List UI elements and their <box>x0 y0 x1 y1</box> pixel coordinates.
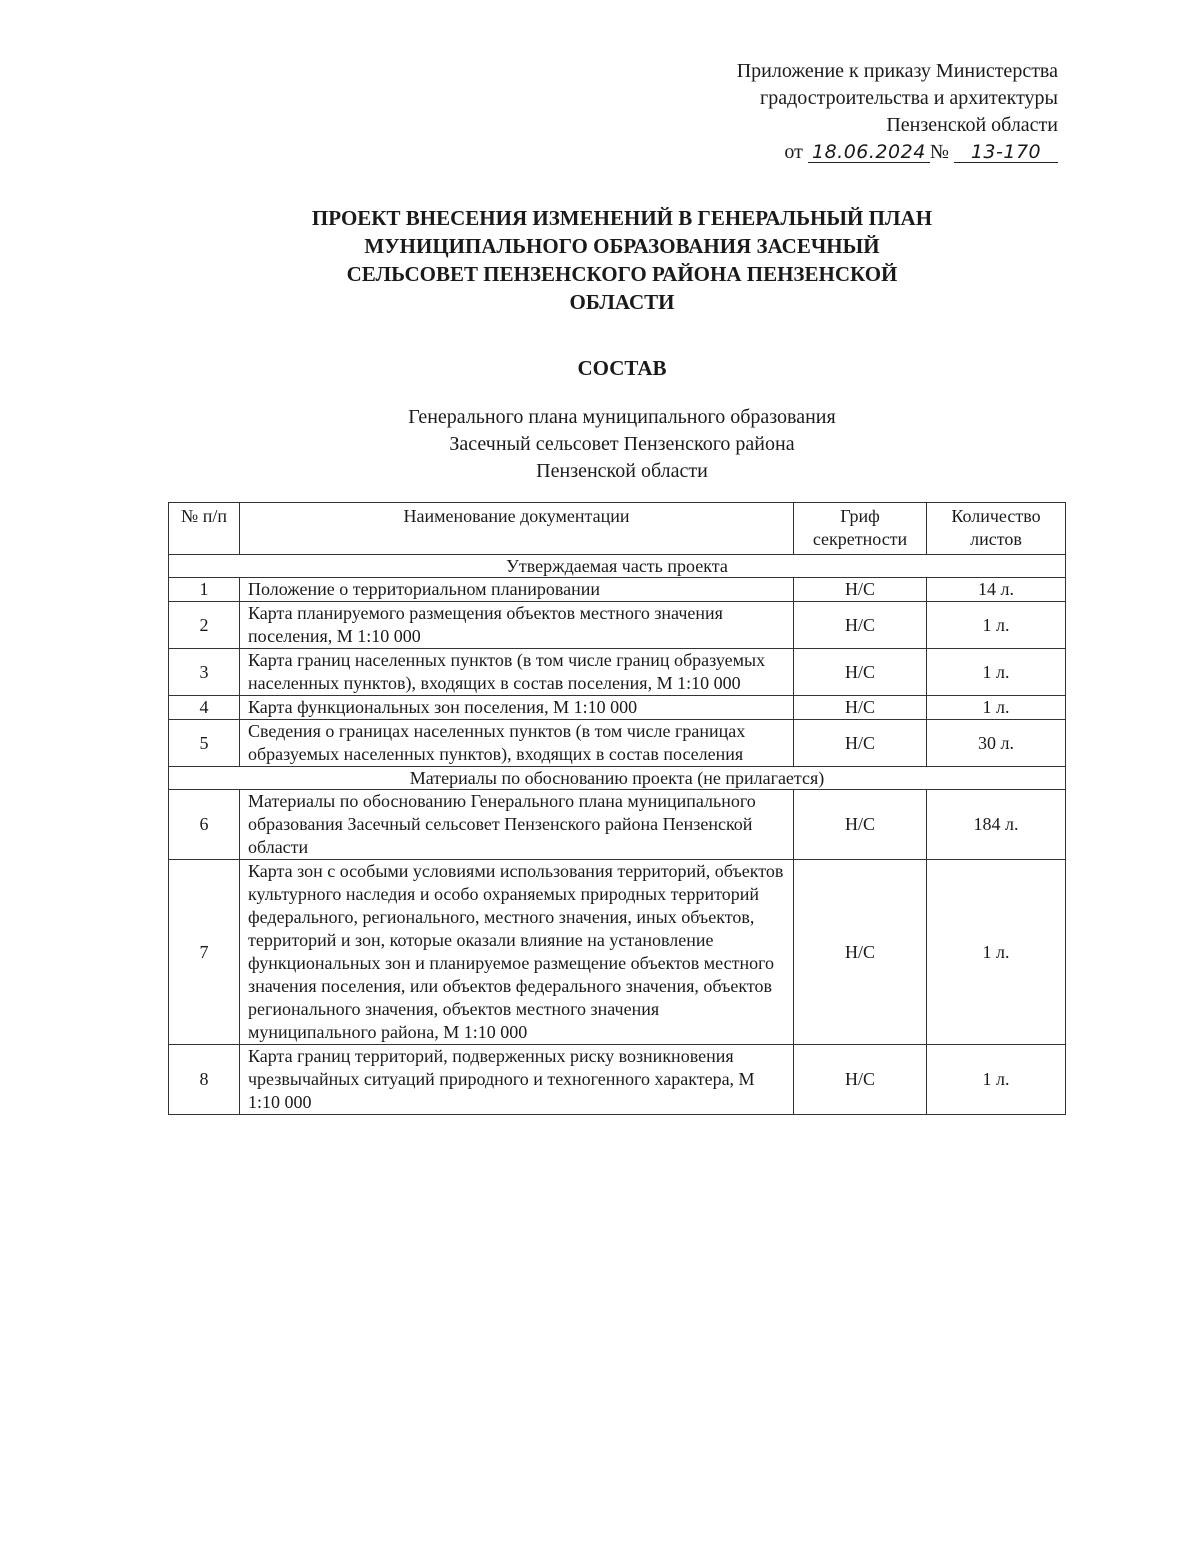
row-name: Карта функциональных зон поселения, М 1:10 000 <box>240 696 794 720</box>
header-num: № п/п <box>169 503 240 555</box>
header-line-1: Приложение к приказу Министерства <box>736 60 1058 82</box>
row-num: 3 <box>169 649 240 696</box>
row-grif: Н/С <box>794 860 927 1045</box>
table-row <box>169 578 1066 602</box>
row-count: 1 л. <box>927 602 1066 649</box>
table-row <box>169 1045 1066 1115</box>
section-label-justification: Материалы по обоснованию проекта (не прилагается) <box>169 767 1066 790</box>
row-grif: Н/С <box>794 1045 927 1115</box>
row-name: Положение о территориальном планировании <box>240 578 794 602</box>
row-num: 2 <box>169 602 240 649</box>
header-count: Количество листов <box>927 503 1066 555</box>
row-num: 8 <box>169 1045 240 1115</box>
document-title <box>200 204 1044 316</box>
header-grif: Гриф секретности <box>794 503 927 555</box>
row-count: 1 л. <box>927 860 1066 1045</box>
section-row-approved <box>169 555 1066 578</box>
row-num: 7 <box>169 860 240 1045</box>
table-row <box>169 720 1066 767</box>
header-line-3: Пензенской области <box>886 114 1058 136</box>
subtitle-line-1: Генерального плана муниципального образования <box>408 406 836 428</box>
row-grif: Н/С <box>794 720 927 767</box>
table-row <box>169 790 1066 860</box>
row-name: Карта планируемого размещения объектов местного значения поселения, М 1:10 000 <box>240 602 794 649</box>
row-num: 6 <box>169 790 240 860</box>
row-count: 30 л. <box>927 720 1066 767</box>
row-name: Материалы по обоснованию Генерального плана муниципального образования Засечный сельсовет Пензенского района Пензенской области <box>240 790 794 860</box>
row-grif: Н/С <box>794 602 927 649</box>
section-label-approved: Утверждаемая часть проекта <box>169 555 1066 578</box>
date-prefix: от <box>784 141 803 163</box>
table-row <box>169 649 1066 696</box>
handwritten-date: 18.06.2024 <box>808 142 930 163</box>
row-grif: Н/С <box>794 649 927 696</box>
approval-header <box>598 58 1058 166</box>
header-line-2: градостроительства и архитектуры <box>760 87 1058 109</box>
row-num: 4 <box>169 696 240 720</box>
subtitle-line-3: Пензенской области <box>536 460 708 482</box>
table-row <box>169 696 1066 720</box>
row-name: Карта зон с особыми условиями использования территорий, объектов культурного наследия и особо охраняемых природных территорий федерального, регионального, местного значения, иных объектов, территорий и зон, которые оказали влияние на установление функциональных зон и планируемое размещение объектов местного значения поселения, или объектов федерального значения, объектов регионального значения, объектов местного значения муниципального района, М 1:10 000 <box>240 860 794 1045</box>
row-count: 1 л. <box>927 696 1066 720</box>
composition-table <box>168 502 1066 1115</box>
table-row <box>169 860 1066 1045</box>
title-line-3: СЕЛЬСОВЕТ ПЕНЗЕНСКОГО РАЙОНА ПЕНЗЕНСКОЙ <box>346 262 898 286</box>
row-num: 1 <box>169 578 240 602</box>
date-number-line <box>598 139 1058 166</box>
row-grif: Н/С <box>794 696 927 720</box>
row-num: 5 <box>169 720 240 767</box>
row-name: Карта границ населенных пунктов (в том числе границ образуемых населенных пунктов), входящих в состав поселения, М 1:10 000 <box>240 649 794 696</box>
table-header-row <box>169 503 1066 555</box>
row-name: Карта границ территорий, подверженных риску возникновения чрезвычайных ситуаций природного и техногенного характера, М 1:10 000 <box>240 1045 794 1115</box>
row-count: 14 л. <box>927 578 1066 602</box>
row-count: 1 л. <box>927 649 1066 696</box>
subtitle-line-2: Засечный сельсовет Пензенского района <box>449 433 795 455</box>
number-prefix: № <box>929 141 949 163</box>
handwritten-number: 13-170 <box>954 142 1058 163</box>
section-row-justification <box>169 767 1066 790</box>
row-count: 184 л. <box>927 790 1066 860</box>
row-count: 1 л. <box>927 1045 1066 1115</box>
row-grif: Н/С <box>794 578 927 602</box>
header-name: Наименование документации <box>240 503 794 555</box>
row-grif: Н/С <box>794 790 927 860</box>
subtitle <box>300 404 944 485</box>
table-row <box>169 602 1066 649</box>
title-line-2: МУНИЦИПАЛЬНОГО ОБРАЗОВАНИЯ ЗАСЕЧНЫЙ <box>364 234 880 258</box>
section-title: СОСТАВ <box>577 356 667 380</box>
title-line-1: ПРОЕКТ ВНЕСЕНИЯ ИЗМЕНЕНИЙ В ГЕНЕРАЛЬНЫЙ ПЛАН <box>311 206 933 230</box>
row-name: Сведения о границах населенных пунктов (в том числе границах образуемых населенных пунктов), входящих в состав поселения <box>240 720 794 767</box>
title-line-4: ОБЛАСТИ <box>569 290 675 314</box>
